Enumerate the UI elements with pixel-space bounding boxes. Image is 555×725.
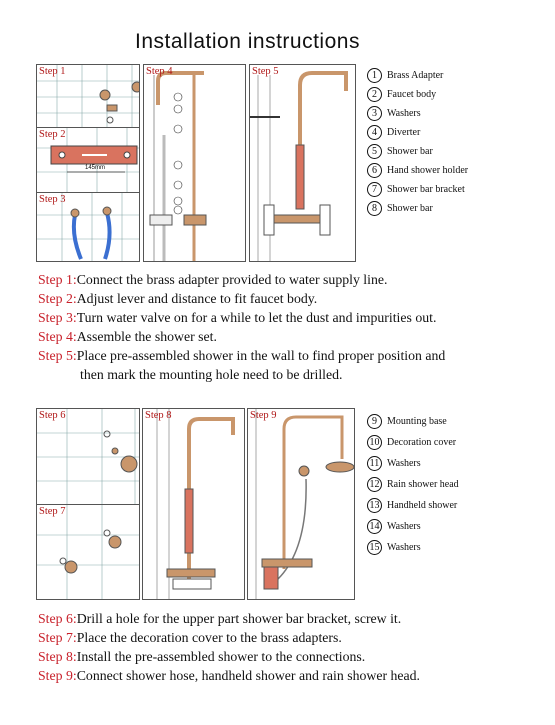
step-label: Step 5: [38,348,77,363]
legend-item [367,537,555,558]
legend-label: Rain shower head [387,479,459,490]
legend-label: Brass Adapter [387,70,444,81]
steps-top [38,270,538,384]
step-text: Connect the brass adapter provided to water supply line. [76,272,388,287]
step-line [38,327,538,346]
step-label: Step 4: [38,329,77,344]
legend-number: 6 [367,163,382,178]
legend-label: Hand shower holder [387,165,469,176]
step5-tag: Step 5 [252,66,279,77]
legend-item [367,161,555,180]
step-line [38,308,538,327]
step2-tag: Step 2 [39,129,66,140]
legend-number: 14 [367,519,382,534]
legend-label: Mounting base [387,416,447,427]
step8-panel [142,408,245,600]
legend-item [367,104,555,123]
step2-panel [36,127,140,193]
step9-panel [247,408,355,600]
step5-panel [249,64,356,262]
legend-label: Washers [387,108,421,119]
step5-continued: then mark the mounting hole need to be drilled. [80,367,343,382]
step7-tag: Step 7 [39,506,66,517]
step-text: Install the pre-assembled shower to the connections. [76,649,366,664]
legend-number: 8 [367,201,382,216]
parts-legend-bottom [367,411,555,558]
legend-item [367,66,555,85]
step9-tag: Step 9 [250,410,277,421]
legend-number: 13 [367,498,382,513]
step-label: Step 7: [38,630,77,645]
step-line [38,270,538,289]
legend-label: Shower bar bracket [387,184,465,195]
step6-panel [36,408,140,505]
step-label: Step 6: [38,611,77,626]
step-line [38,628,538,647]
step-line [38,346,538,365]
step1-tag: Step 1 [39,66,66,77]
step6-illustration [37,409,140,505]
step-text: Connect shower hose, handheld shower and rain shower head. [76,668,421,683]
step-label: Step 1: [38,272,77,287]
step7-panel [36,504,140,600]
legend-item [367,411,555,432]
step-label: Step 2: [38,291,77,306]
step7-illustration [37,505,140,600]
legend-label: Diverter [387,127,421,138]
legend-item [367,516,555,537]
legend-number: 7 [367,182,382,197]
legend-item [367,85,555,104]
step1-panel [36,64,140,128]
step-line [38,609,538,628]
legend-item [367,495,555,516]
legend-number: 1 [367,68,382,83]
step5-illustration [250,65,356,262]
step-text: Turn water valve on for a while to let the dust and impurities out. [76,310,437,325]
legend-number: 12 [367,477,382,492]
step8-illustration [143,409,245,600]
step4-panel [143,64,246,262]
legend-number: 9 [367,414,382,429]
page-title: Installation instructions [135,30,360,53]
legend-item [367,123,555,142]
legend-label: Shower bar [387,203,433,214]
step4-tag: Step 4 [146,66,173,77]
legend-number: 10 [367,435,382,450]
step-line [38,289,538,308]
step3-tag: Step 3 [39,194,66,205]
step-line [38,647,538,666]
legend-label: Shower bar [387,146,433,157]
parts-legend-top [367,66,555,218]
legend-label: Faucet body [387,89,437,100]
step-text: Drill a hole for the upper part shower bar bracket, screw it. [76,611,402,626]
legend-number: 15 [367,540,382,555]
step-text: Place pre-assembled shower in the wall to find proper position and [76,348,446,363]
step-text: Assemble the shower set. [76,329,217,344]
legend-number: 5 [367,144,382,159]
step4-illustration [144,65,246,262]
legend-number: 2 [367,87,382,102]
legend-number: 4 [367,125,382,140]
legend-item [367,142,555,161]
legend-item [367,453,555,474]
legend-label: Decoration cover [387,437,457,448]
legend-label: Handheld shower [387,500,458,511]
step9-illustration [248,409,355,600]
legend-number: 11 [367,456,382,471]
step3-panel [36,192,140,262]
step-label: Step 9: [38,668,77,683]
legend-item [367,474,555,495]
step8-tag: Step 8 [145,410,172,421]
legend-label: Washers [387,521,421,532]
step-label: Step 3: [38,310,77,325]
legend-label: Washers [387,458,421,469]
step6-tag: Step 6 [39,410,66,421]
legend-item [367,180,555,199]
step-line [38,666,538,685]
step-text: Adjust lever and distance to fit faucet body. [76,291,318,306]
step-text: Place the decoration cover to the brass adapters. [76,630,342,645]
legend-item [367,432,555,453]
step-label: Step 8: [38,649,77,664]
steps-bottom [38,609,538,685]
step2-measure-label: 145mm [85,165,106,171]
legend-label: Washers [387,542,421,553]
legend-number: 3 [367,106,382,121]
legend-item [367,199,555,218]
